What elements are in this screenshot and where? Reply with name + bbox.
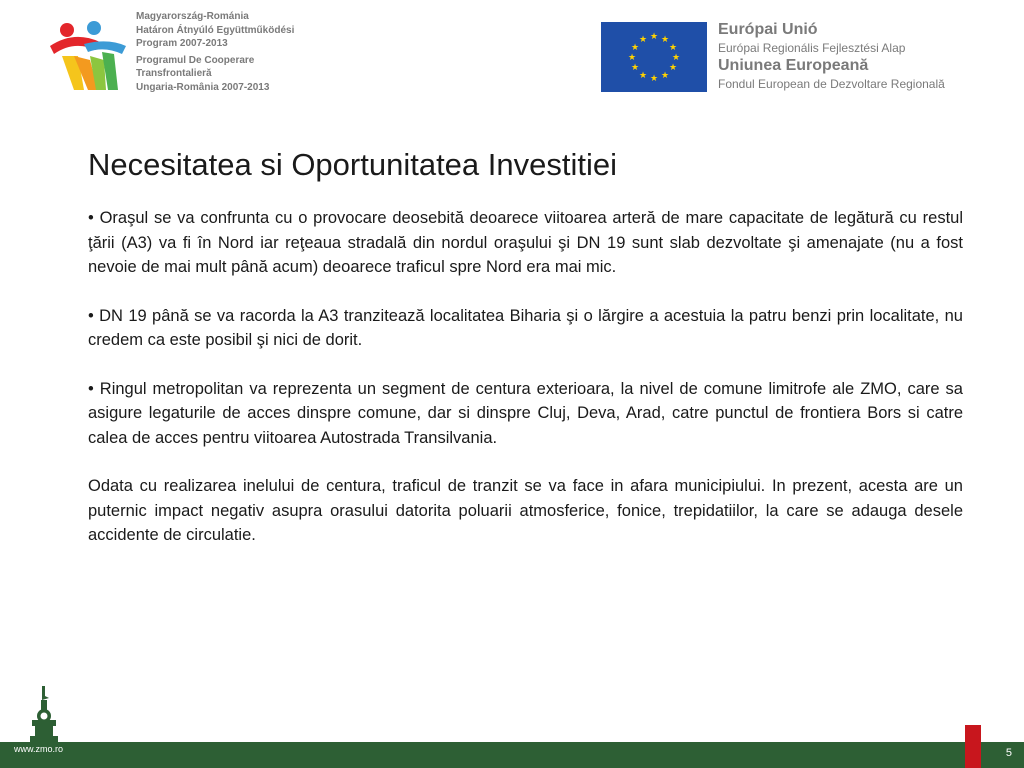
svg-text:★: ★ — [630, 43, 640, 53]
eu-flag-icon — [601, 22, 707, 92]
svg-text:★: ★ — [649, 32, 659, 42]
svg-text:★: ★ — [627, 53, 637, 63]
svg-text:★: ★ — [660, 35, 670, 45]
svg-text:★: ★ — [649, 74, 659, 84]
paragraph-1: • Oraşul se va confrunta cu o provocare deosebită deoarece viitoarea arteră de mare capacitate de legătură cu restul ţării (A3) va fi în Nord iar reţeaua stradală din nordul oraşului şi DN 19 sunt slab dezvoltate şi amenajate (nu a fost nevoie de mai mult până acum) deoarece traficul spre Nord era mai mic. — [88, 209, 963, 276]
svg-text:★: ★ — [630, 63, 640, 73]
city-tower-icon — [26, 686, 62, 742]
svg-text:★: ★ — [638, 71, 648, 81]
eu-fund-hu: Európai Regionális Fejlesztési Alap — [718, 41, 906, 55]
svg-text:★: ★ — [638, 35, 648, 45]
accent-marker — [965, 725, 981, 768]
slide-header — [0, 0, 1024, 120]
eu-title-ro: Uniunea Europeană — [718, 57, 869, 74]
page-number: 5 — [1005, 747, 1012, 759]
footer-url[interactable]: www.zmo.ro — [14, 744, 64, 754]
paragraph-3: • Ringul metropolitan va reprezenta un segment de centura exterioara, la nivel de comune limitrofe ale ZMO, care sa asigure legaturile de acces dinspre comune, dar si dinspre Cluj, Deva, Arad, catre punctul de frontiera Bors si catre calea de acces pentru viitoarea Autostrada Transilvania. — [88, 379, 963, 447]
slide-body — [88, 206, 963, 572]
paragraph-4: Odata cu realizarea inelului de centura, traficul de tranzit se va face in afara municipiului. In prezent, acesta are un puternic impact negativ asupra orasului datorita poluarii atmosferice, fonice, trepidatiilor, la care se adauga desele accidente de circulatie. — [88, 477, 963, 544]
eu-title-hu: Európai Unió — [718, 21, 818, 38]
svg-text:★: ★ — [660, 71, 670, 81]
paragraph-2: • DN 19 până se va racorda la A3 tranzitează localitatea Biharia şi o lărgire a acestuia la patru benzi prin localitate, nu credem ca este posibil şi nici de dorit. — [88, 306, 963, 349]
program-name — [136, 10, 336, 97]
program-name-ro: Programul De Cooperare Transfrontalieră Ungaria-România 2007-2013 — [136, 54, 270, 93]
program-name-hu: Magyarország-Románia Határon Átnyúló Együttműködési Program 2007-2013 — [136, 11, 295, 49]
svg-text:★: ★ — [668, 63, 678, 73]
eu-fund-label — [718, 20, 1008, 92]
footer-bar — [0, 742, 1024, 768]
slide-title: Necesitatea si Oportunitatea Investitiei — [88, 147, 617, 182]
program-logo-icon — [44, 16, 130, 96]
eu-fund-ro: Fondul European de Dezvoltare Regională — [718, 77, 945, 91]
svg-text:★: ★ — [668, 43, 678, 53]
svg-text:★: ★ — [671, 53, 681, 63]
